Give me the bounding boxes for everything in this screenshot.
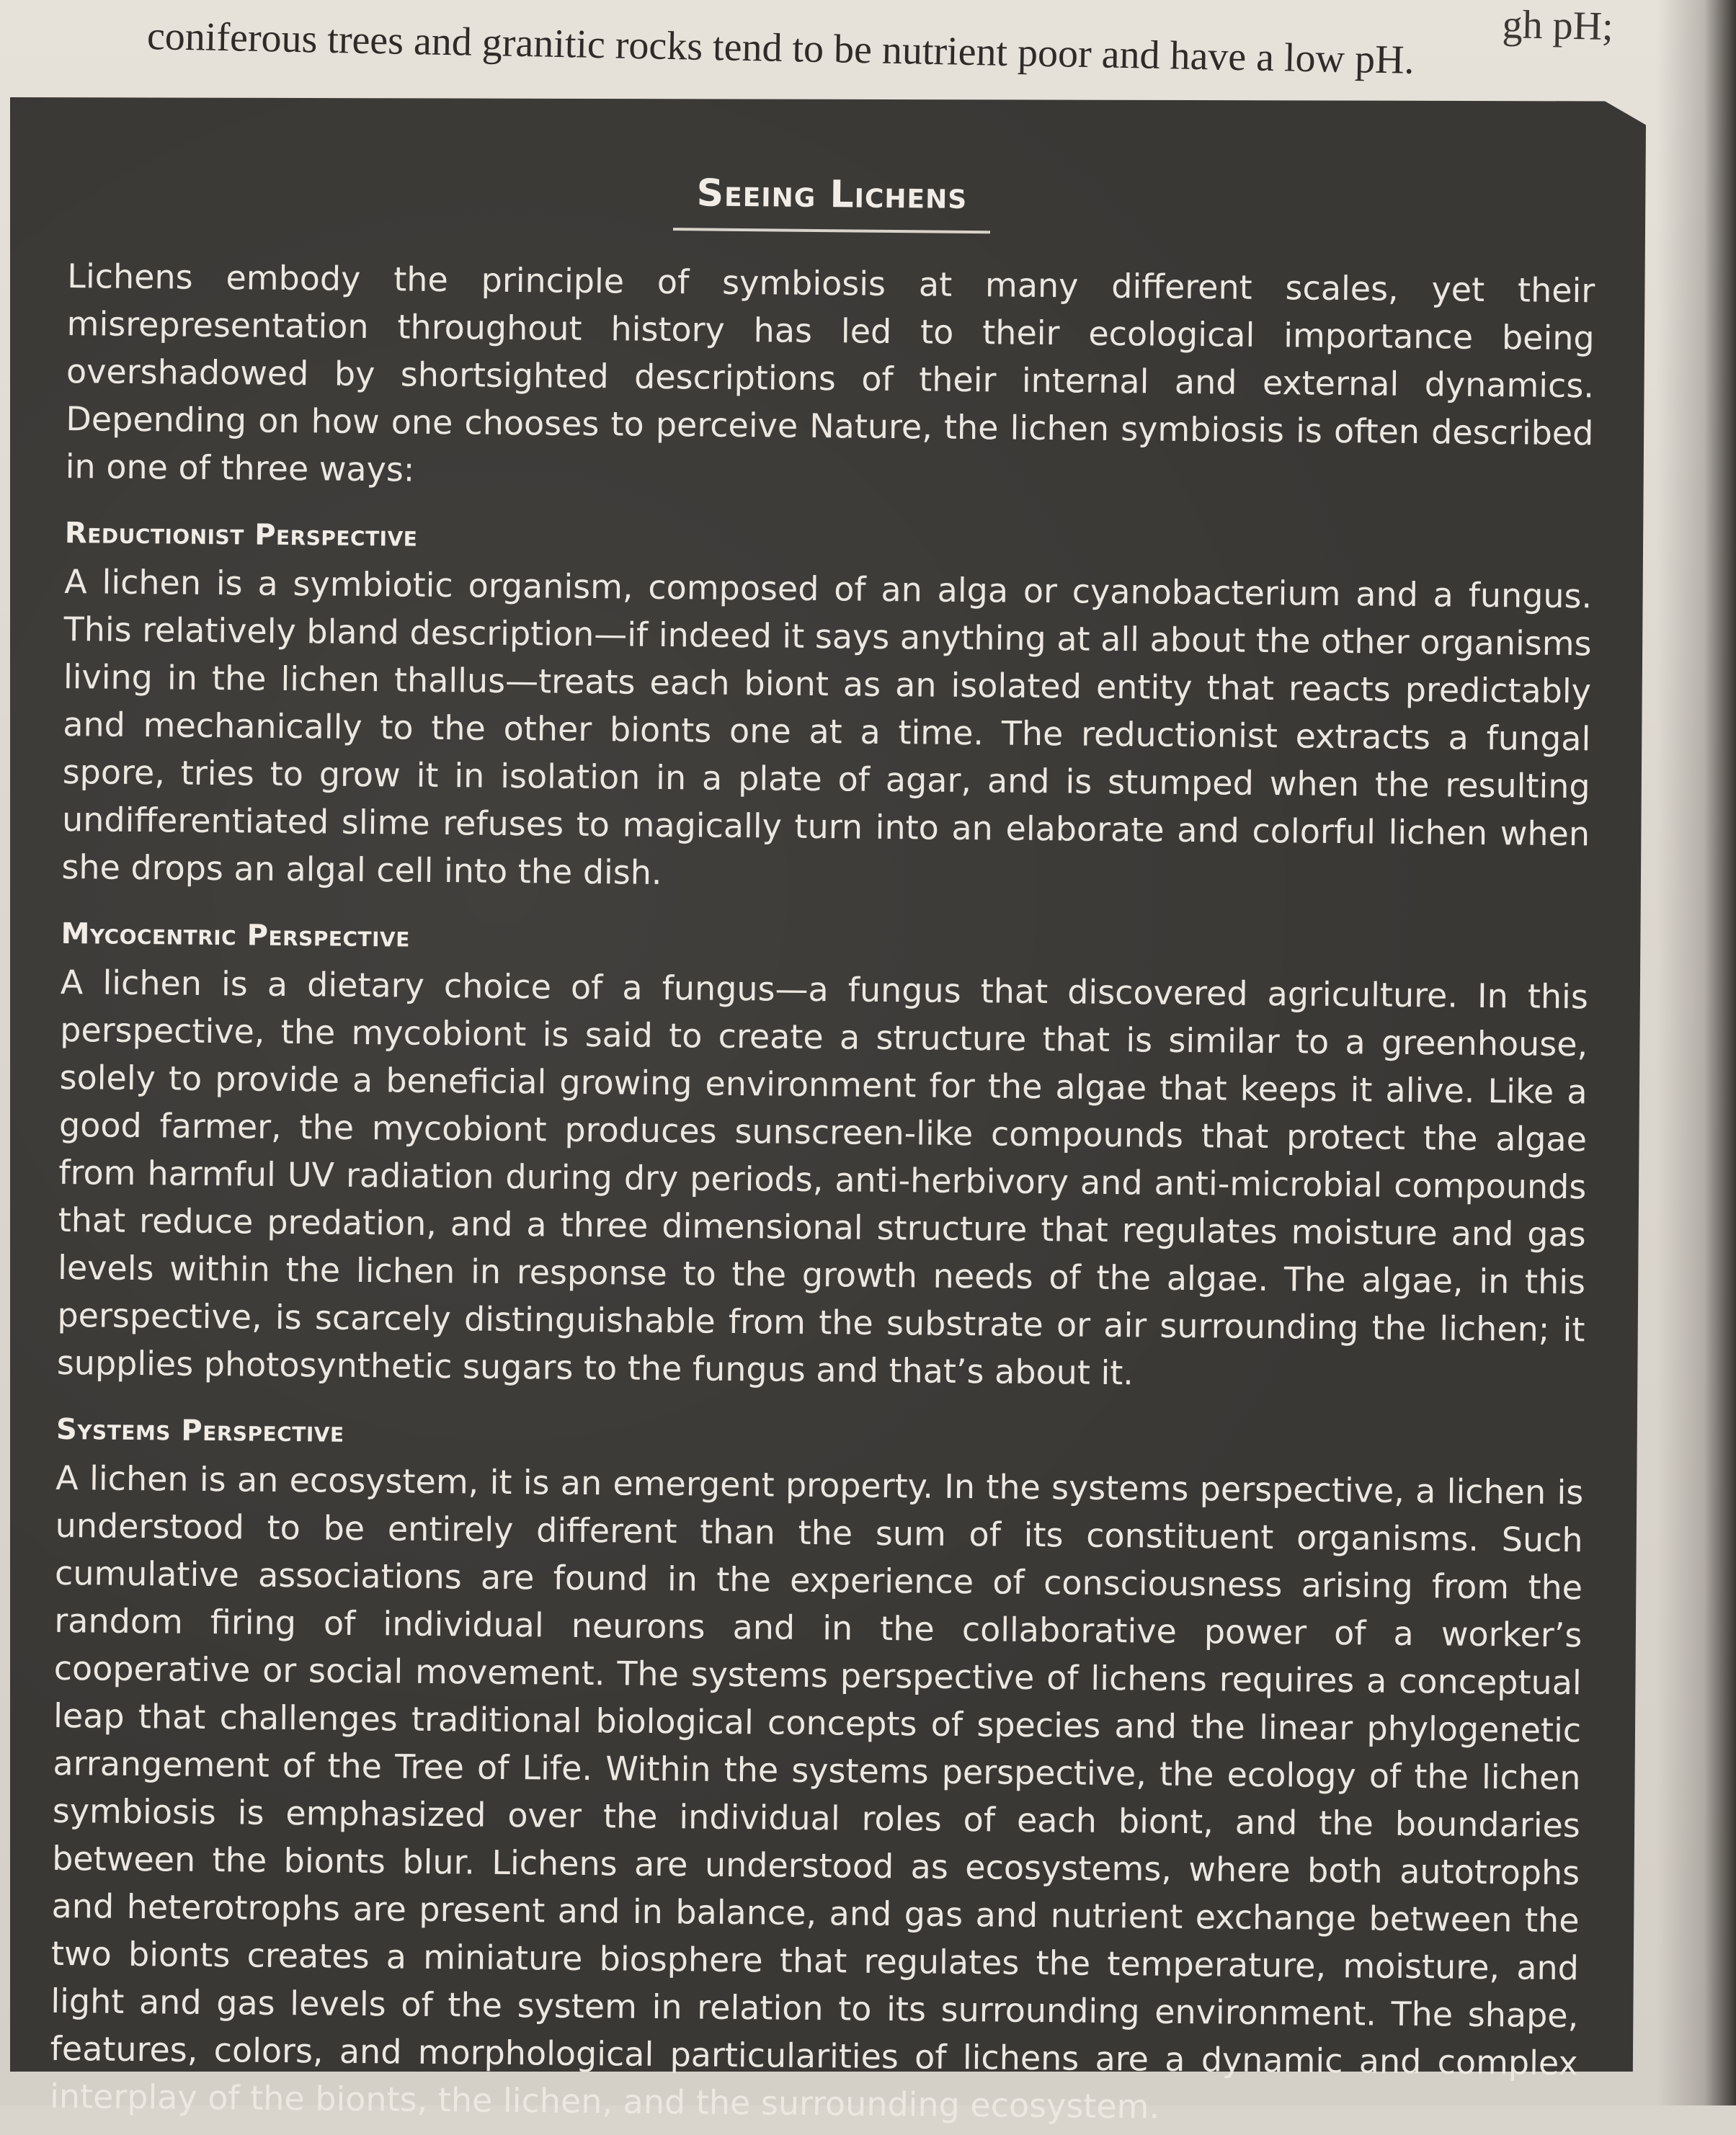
page-edge-shadow xyxy=(1657,0,1736,2105)
section-body-systems: A lichen is an ecosystem, it is an emergent property. In the systems perspective, a lichen is understood to be entirely different than the sum of its constituent organisms. Such cumulative associations are found in the experience of consciousness arising from the random firing of individual neurons and in the collaborative power of a worker’s cooperative or social movement. The systems perspective of lichens requires a conceptual leap that challenges traditional biological concepts of species and the linear phylogenetic arrangement of the Tree of Life. Within the systems perspective, the ecology of the lichen symbiosis is emphasized over the individual roles of each biont, and the boundaries between the bionts blur. Lichens are understood as ecosystems, where both autotrophs and heterotrophs are present and in balance, and gas and nutrient exchange between the two bionts creates a miniature biosphere that regulates the temperature, moisture, and light and gas levels of the system in relation to its surrounding environment. The shape, features, colors, and morphological particularities of lichens are a dynamic and complex interplay of the bionts, the lichen, and the surrounding ecosystem. xyxy=(49,1458,1584,2126)
sidebar-title: Seeing Lichens xyxy=(696,171,968,218)
section-heading-reductionist: Reductionist Perspective xyxy=(64,516,418,553)
section-body-mycocentric: A lichen is a dietary choice of a fungus—a fungus that discovered agriculture. In this perspective, the mycobiont is said to create a structure that is similar to a greenhouse, solely to provide a beneficial growing environment for the algae that keeps it alive. Like a good farmer, the mycobiont produces sunscreen-like compounds that protect the algae from harmful UV radiation during dry periods, anti-herbivory and anti-microbial compounds that reduce predation, and a three dimensional structure that regulates moisture and gas levels within the lichen in response to the growth needs of the algae. The algae, in this perspective, is scarcely distinguishable from the substrate or air surrounding the lichen; it supplies photosynthetic sugars to the fungus and that’s about it. xyxy=(56,962,1589,1393)
section-heading-mycocentric: Mycocentric Perspective xyxy=(61,917,411,954)
section-body-reductionist: A lichen is a symbiotic organism, composed of an alga or cyanobacterium and a fungus. This relatively bland description—if indeed it says anything at all about the other organisms living in the lichen thallus—treats each biont as an isolated entity that reacts predictably and mechanically to the other bionts one at a time. The reductionist extracts a fungal spore, tries to grow it in isolation in a plate of agar, and is stumped when the resulting undifferentiated slime refuses to magically turn into an elaborate and colorful lichen when she drops an algal cell into the dish. xyxy=(61,561,1593,892)
intro-paragraph: Lichens embody the principle of symbiosis at many different scales, yet their misrepresentation throughout history has led to their ecological importance being overshadowed by shortsighted descriptions of their internal and external dynamics. Depending on how one chooses to perceive Nature, the lichen symbiosis is often described in one of three ways: xyxy=(65,256,1595,489)
section-heading-systems: Systems Perspective xyxy=(55,1412,344,1449)
title-underline xyxy=(673,228,990,233)
body-text-line: coniferous trees and granitic rocks tend to be nutrient poor and have a low pH. xyxy=(146,13,1415,83)
sidebar-content xyxy=(50,151,1625,2135)
previous-line-fragment: gh pH; xyxy=(1502,2,1614,50)
